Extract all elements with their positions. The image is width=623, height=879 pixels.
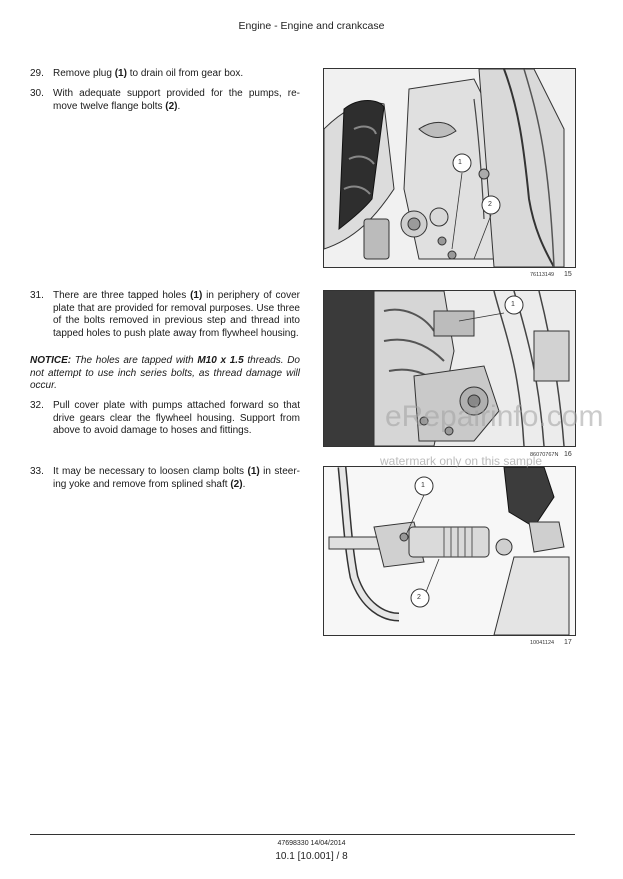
footer-document-id: 47698330 14/04/2014 (277, 840, 346, 847)
step-number: 31. (30, 290, 44, 301)
step-31 (30, 290, 300, 340)
steering-yoke-illustration (324, 467, 575, 635)
figure-15-illustration (323, 68, 576, 268)
step-number: 30. (30, 88, 44, 99)
step-text: With adequate support provided for the pumps, re-move twelve flange bolts (2). (53, 88, 300, 112)
step-30 (30, 88, 300, 113)
figure-number: 17 (564, 639, 572, 646)
figure-code: 86070767N (530, 452, 559, 458)
notice-text: NOTICE: The holes are tapped with M10 x 1.5 threads. Do not attempt to use inch series bolts, as thread damage will occur. (30, 355, 300, 391)
step-text: Pull cover plate with pumps attached forward so that drive gears clear the flywheel housing. Support from above to avoid damage to hoses and fittings. (53, 400, 300, 436)
figure-code: 76113149 (530, 272, 555, 278)
callout-label: 1 (458, 159, 462, 166)
page-header-title: Engine - Engine and crankcase (238, 20, 385, 32)
figure-code: 10041124 (530, 640, 555, 646)
step-29 (30, 68, 300, 81)
figure-17-illustration (323, 466, 576, 636)
step-number: 32. (30, 400, 44, 411)
figure-number: 15 (564, 271, 572, 278)
callout-1-marker (453, 154, 471, 172)
step-number: 29. (30, 68, 44, 79)
engine-drain-plug-illustration (324, 69, 575, 267)
footer-divider (30, 834, 575, 835)
step-text: It may be necessary to loosen clamp bolts (1) in steer-ing yoke and remove from splined shaft (2). (53, 466, 300, 490)
step-number: 33. (30, 466, 44, 477)
step-text: There are three tapped holes (1) in periphery of cover plate that are provided for removal purposes. Use three of the bolts removed in previous step and thread into tapped holes to push plate away from flywheel housing. (53, 290, 300, 339)
figure-number: 16 (564, 451, 572, 458)
step-text: Remove plug (1) to drain oil from gear box. (53, 68, 244, 79)
footer-page-number: 10.1 [10.001] / 8 (275, 851, 348, 862)
step-33 (30, 466, 300, 491)
step-32 (30, 400, 300, 438)
callout-label: 2 (488, 201, 492, 208)
watermark-subtext: watermark only on this sample (380, 454, 543, 468)
callout-label: 1 (511, 301, 515, 308)
watermark-text: eRepairinfo.com (385, 400, 604, 433)
callout-label: 1 (421, 482, 425, 489)
callout-label: 2 (417, 594, 421, 601)
